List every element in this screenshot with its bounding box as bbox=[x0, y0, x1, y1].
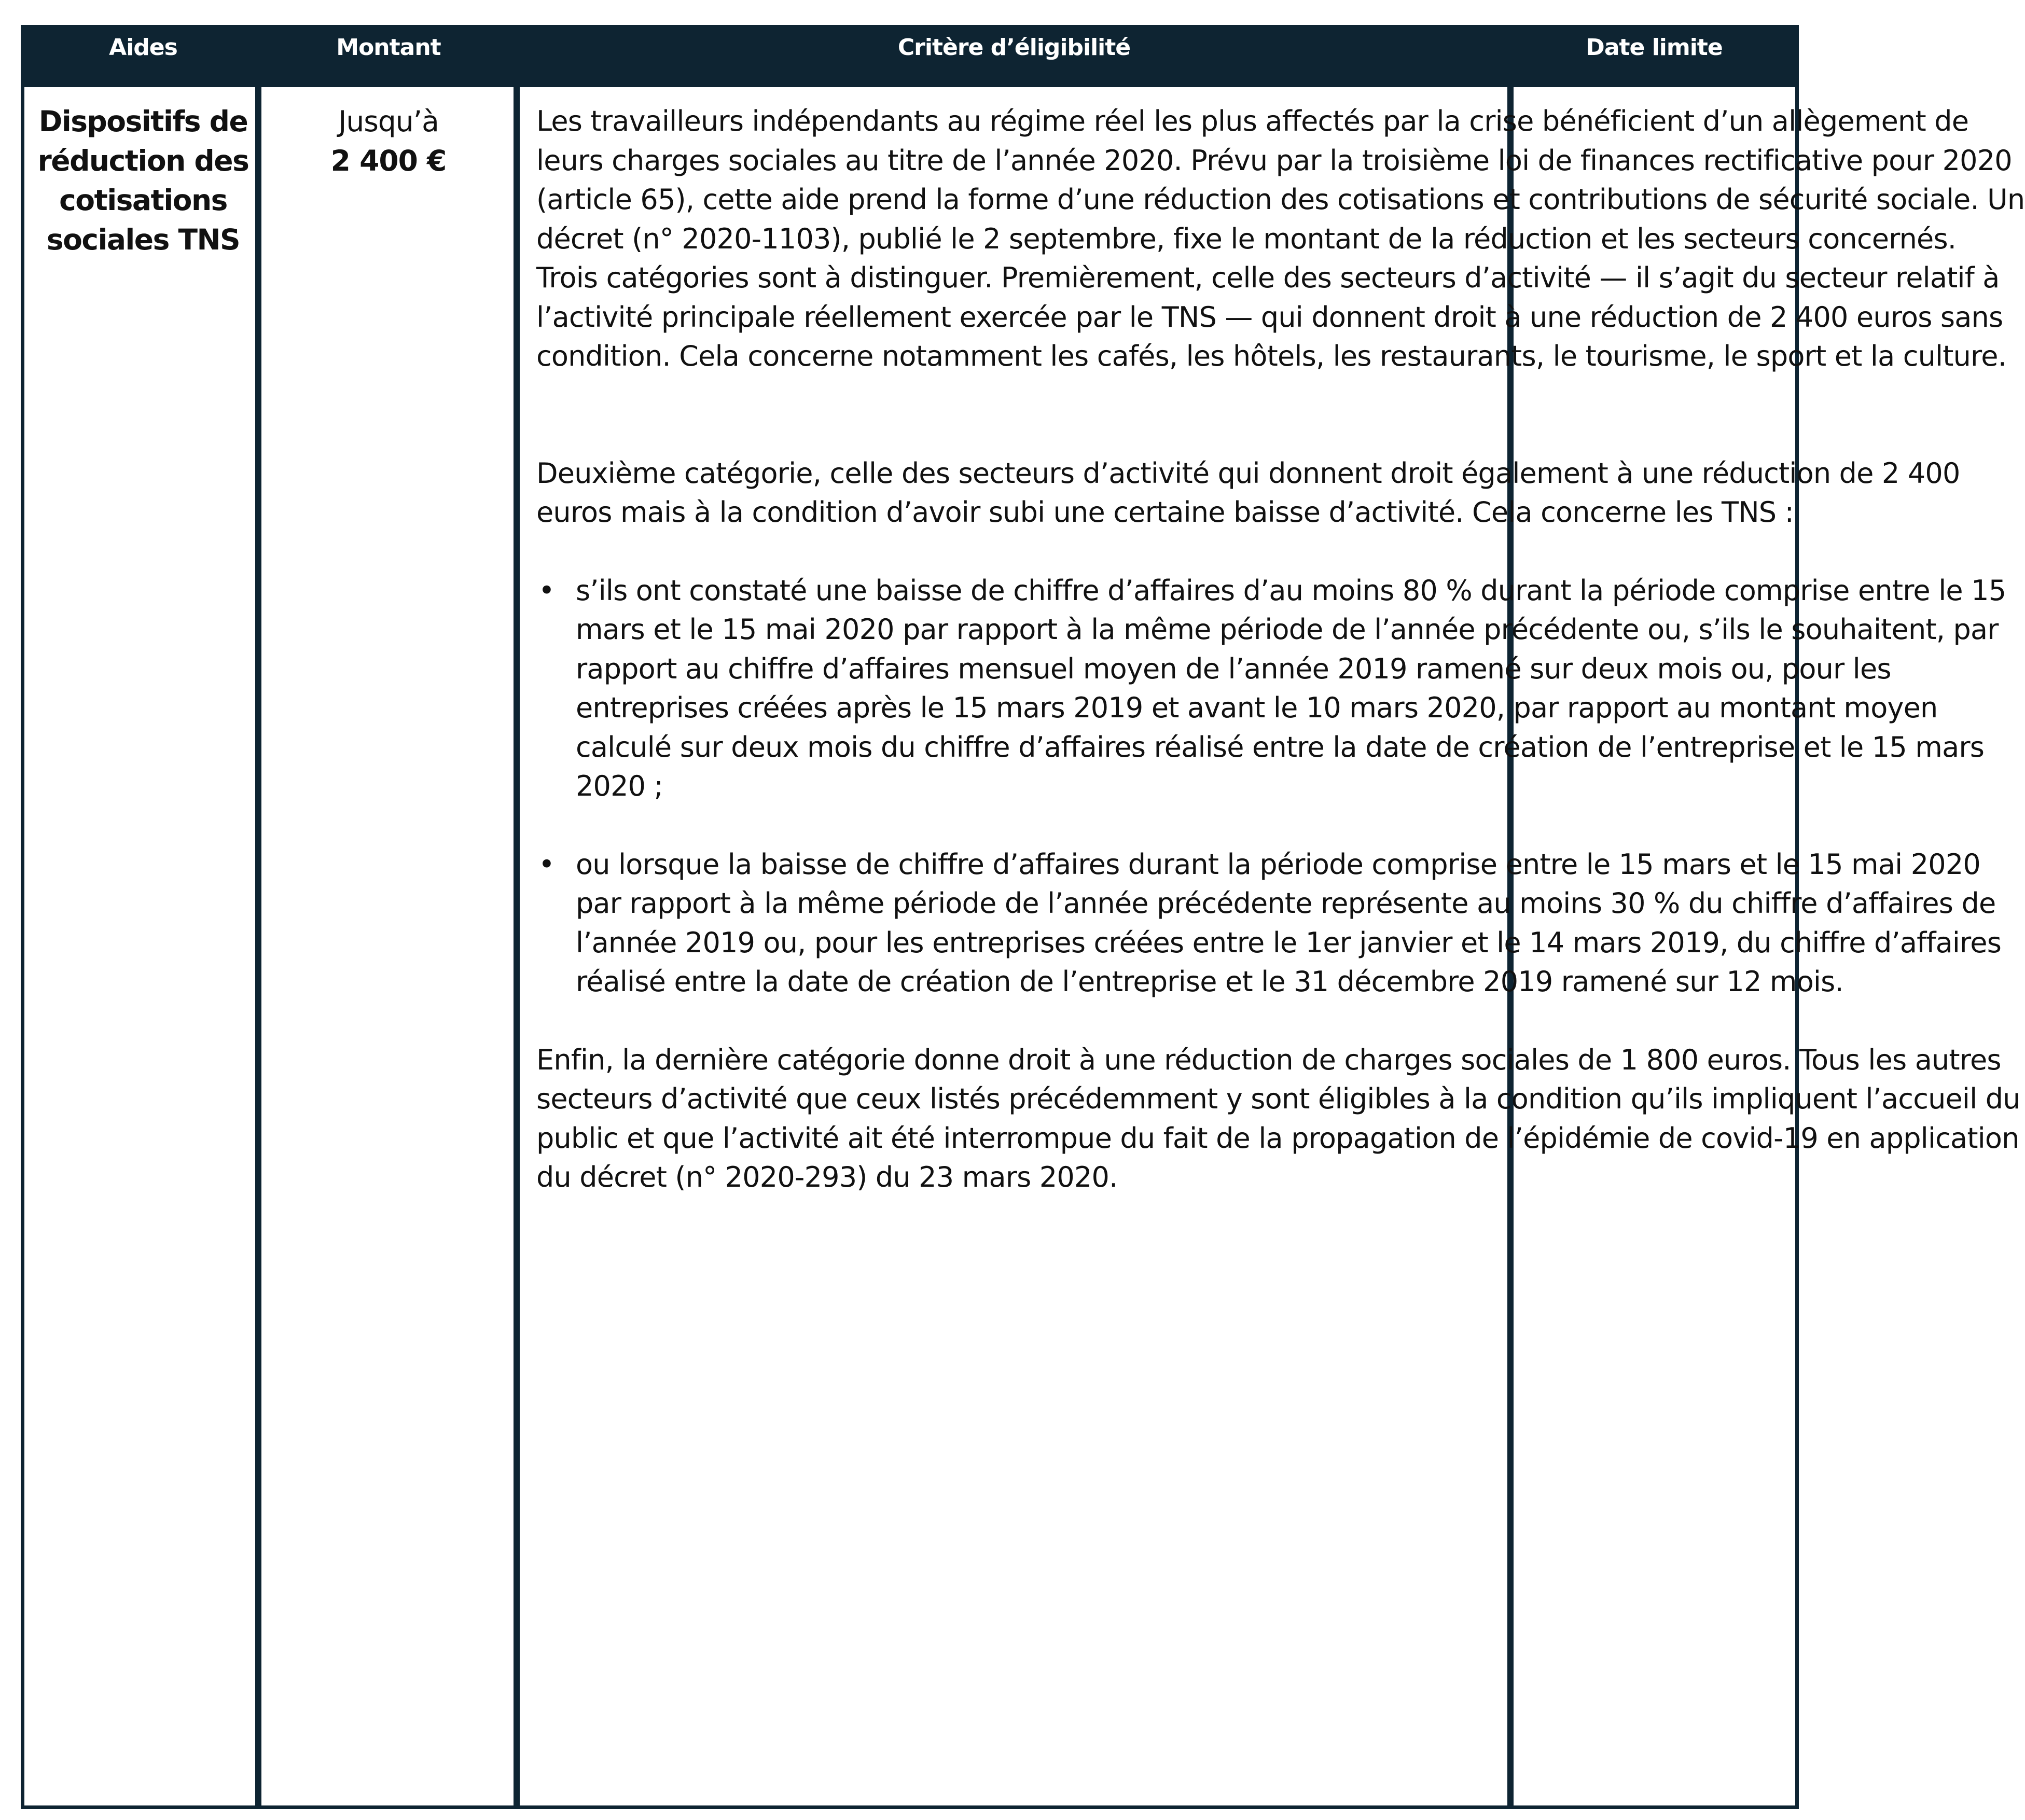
bullet-text: s’ils ont constaté une baisse de chiffre d’affaires d’au moins 80 % durant la période comprise entre le 15 mars et le 15 mai 2020 par rapport à la même période de l’année précédente ou, s’ils le souhaitent, par rapport au chiffre d’affaires mensuel moyen de l’année 2019 ramené sur deux mois ou, pour les entreprises créées après le 15 mars 2019 et avant le 10 mars 2020, par rapport au montant moyen calculé sur deux mois du chiffre d’affaires réalisé entre la date de création de l’entreprise et le 15 mars 2020 ; bbox=[576, 574, 2006, 802]
cell-critere bbox=[536, 102, 2025, 1197]
header-critere: Critère d’éligibilité bbox=[897, 34, 1131, 61]
header-montant: Montant bbox=[336, 34, 441, 61]
aides-line: cotisations bbox=[59, 184, 227, 217]
cell-montant bbox=[263, 102, 514, 180]
critere-bullet-list bbox=[536, 571, 2025, 1002]
bullet-text: ou lorsque la baisse de chiffre d’affaires durant la période comprise entre le 15 mars et le 15 mai 2020 par rapport à la même période de l’année précédente représente au moins 30 % du chiffre d’affaires de l’année 2019 ou, pour les entreprises créées entre le 1er janvier et le 14 mars 2019, du chiffre d’affaires réalisé entre la date de création de l’entreprise et le 31 décembre 2019 ramené sur 12 mois. bbox=[576, 848, 2002, 998]
aides-line: Dispositifs de bbox=[38, 105, 248, 138]
column-divider bbox=[514, 25, 520, 1809]
aides-line: réduction des bbox=[37, 144, 249, 177]
critere-paragraph-2: Deuxième catégorie, celle des secteurs d’activité qui donnent droit également à une réduction de 2 400 euros mais à la condition d’avoir subi une certaine baisse d’activité. Cela concerne les TNS : bbox=[536, 456, 1960, 529]
critere-paragraph-3: Enfin, la dernière catégorie donne droit à une réduction de charges sociales de 1 800 euros. Tous les autres secteurs d’activité que ceux listés précédemment y sont éligibles à la condition qu’ils impliquent l’accueil du public et que l’activité ait été interrompue du fait de la propagation de l’épidémie de covid-19 en application du décret (n° 2020-293) du 23 mars 2020. bbox=[536, 1043, 2020, 1193]
critere-paragraph-1: Les travailleurs indépendants au régime réel les plus affectés par la crise bénéficient d’un allègement de leurs charges sociales au titre de l’année 2020. Prévu par la troisième loi de finances rectificative pour 2020 (article 65), cette aide prend la forme d’une réduction des cotisations et contributions de sécurité sociale. Un décret (n° 2020-1103), publié le 2 septembre, fixe le montant de la réduction et les secteurs concernés. Trois catégories sont à distinguer. Premièrement, celle des secteurs d’activité — il s’agit du secteur relatif à l’activité principale réellement exercée par le TNS — qui donnent droit à une réduction de 2 400 euros sans condition. Cela concerne notamment les cafés, les hôtels, les restaurants, le tourisme, le sport et la culture. bbox=[536, 105, 2025, 372]
bullet-icon: • bbox=[538, 848, 555, 881]
list-item bbox=[536, 571, 2025, 806]
cell-aides bbox=[29, 102, 257, 259]
header-aides: Aides bbox=[109, 34, 177, 61]
montant-prefix: Jusqu’à bbox=[338, 105, 439, 138]
aides-line: sociales TNS bbox=[46, 223, 240, 256]
column-divider bbox=[255, 25, 261, 1809]
bullet-icon: • bbox=[538, 574, 555, 607]
header-date-limite: Date limite bbox=[1586, 34, 1723, 61]
list-item bbox=[536, 845, 2025, 1002]
montant-amount: 2 400 € bbox=[330, 144, 447, 177]
